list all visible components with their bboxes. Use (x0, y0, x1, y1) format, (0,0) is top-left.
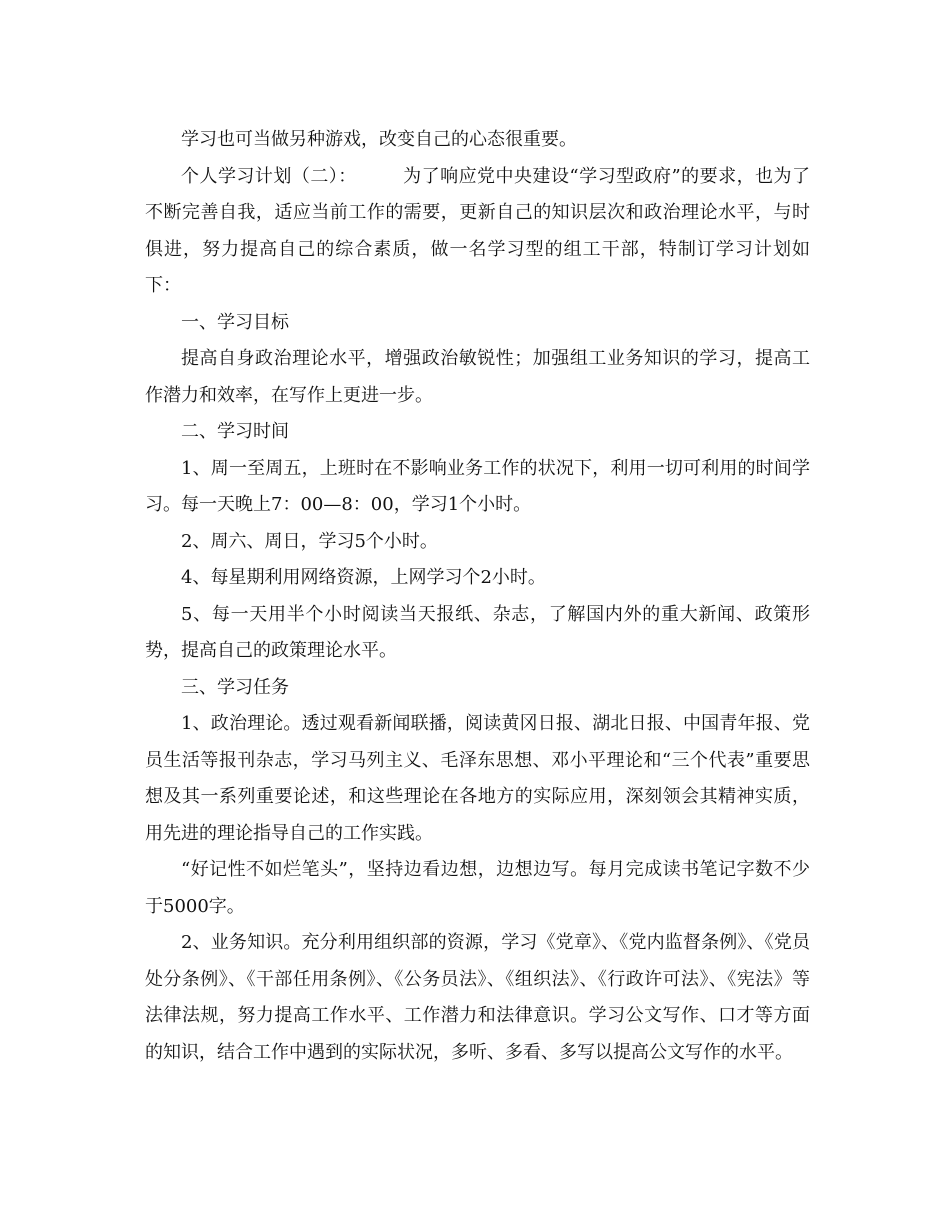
heading-learning-tasks: 三、学习任务 (181, 676, 289, 698)
paragraph-task-political-theory: 1、政治理论。透过观看新闻联播，阅读黄冈日报、湖北日报、中国青年报、党员生活等报刊杂志，学习马列主义、毛泽东思想、邓小平理论和“三个代表”重要思想及其一系列重要论述，和这些理论在各地方的实际应用，深刻领会其精神实质，用先进的理论指导自己的工作实践。 (145, 713, 810, 844)
heading-learning-time: 二、学习时间 (181, 421, 289, 442)
document-body (145, 122, 810, 1071)
paragraph-plan-intro: 个人学习计划（二）： 为了响应党中央建设“学习型政府”的要求，也为了不断完善自我，适应当前工作的需要，更新自己的知识层次和政治理论水平，与时俱进，努力提高自己的综合素质，做一名学习型的组工干部，特制订学习计划如下： (145, 165, 810, 296)
paragraph-time-newspapers: 5、每一天用半个小时阅读当天报纸、杂志，了解国内外的重大新闻、政策形势，提高自己的政策理论水平。 (145, 603, 810, 661)
paragraph-game-mindset: 学习也可当做另种游戏，改变自己的心态很重要。 (181, 129, 577, 150)
paragraph-task-notes: “好记性不如烂笔头”，坚持边看边想，边想边写。每月完成读书笔记字数不少于5000字。 (145, 859, 810, 917)
paragraph-task-business-knowledge: 2、业务知识。充分利用组织部的资源，学习《党章》、《党内监督条例》、《党员处分条例》、《干部任用条例》、《公务员法》、《组织法》、《行政许可法》、《宪法》等法律法规，努力提高工作水平、工作潜力和法律意识。学习公文写作、口才等方面的知识，结合工作中遇到的实际状况，多听、多看、多写以提高公文写作的水平。 (145, 932, 810, 1063)
heading-learning-goals: 一、学习目标 (181, 311, 289, 333)
paragraph-learning-goals: 提高自身政治理论水平，增强政治敏锐性；加强组工业务知识的学习，提高工作潜力和效率，在写作上更进一步。 (145, 348, 810, 406)
paragraph-time-weekdays: 1、周一至周五，上班时在不影响业务工作的状况下，利用一切可利用的时间学习。每一天晚上7：00—8：00，学习1个小时。 (145, 457, 810, 515)
paragraph-time-online: 4、每星期利用网络资源，上网学习个2小时。 (181, 567, 546, 588)
paragraph-time-weekend: 2、周六、周日，学习5个小时。 (181, 530, 438, 552)
